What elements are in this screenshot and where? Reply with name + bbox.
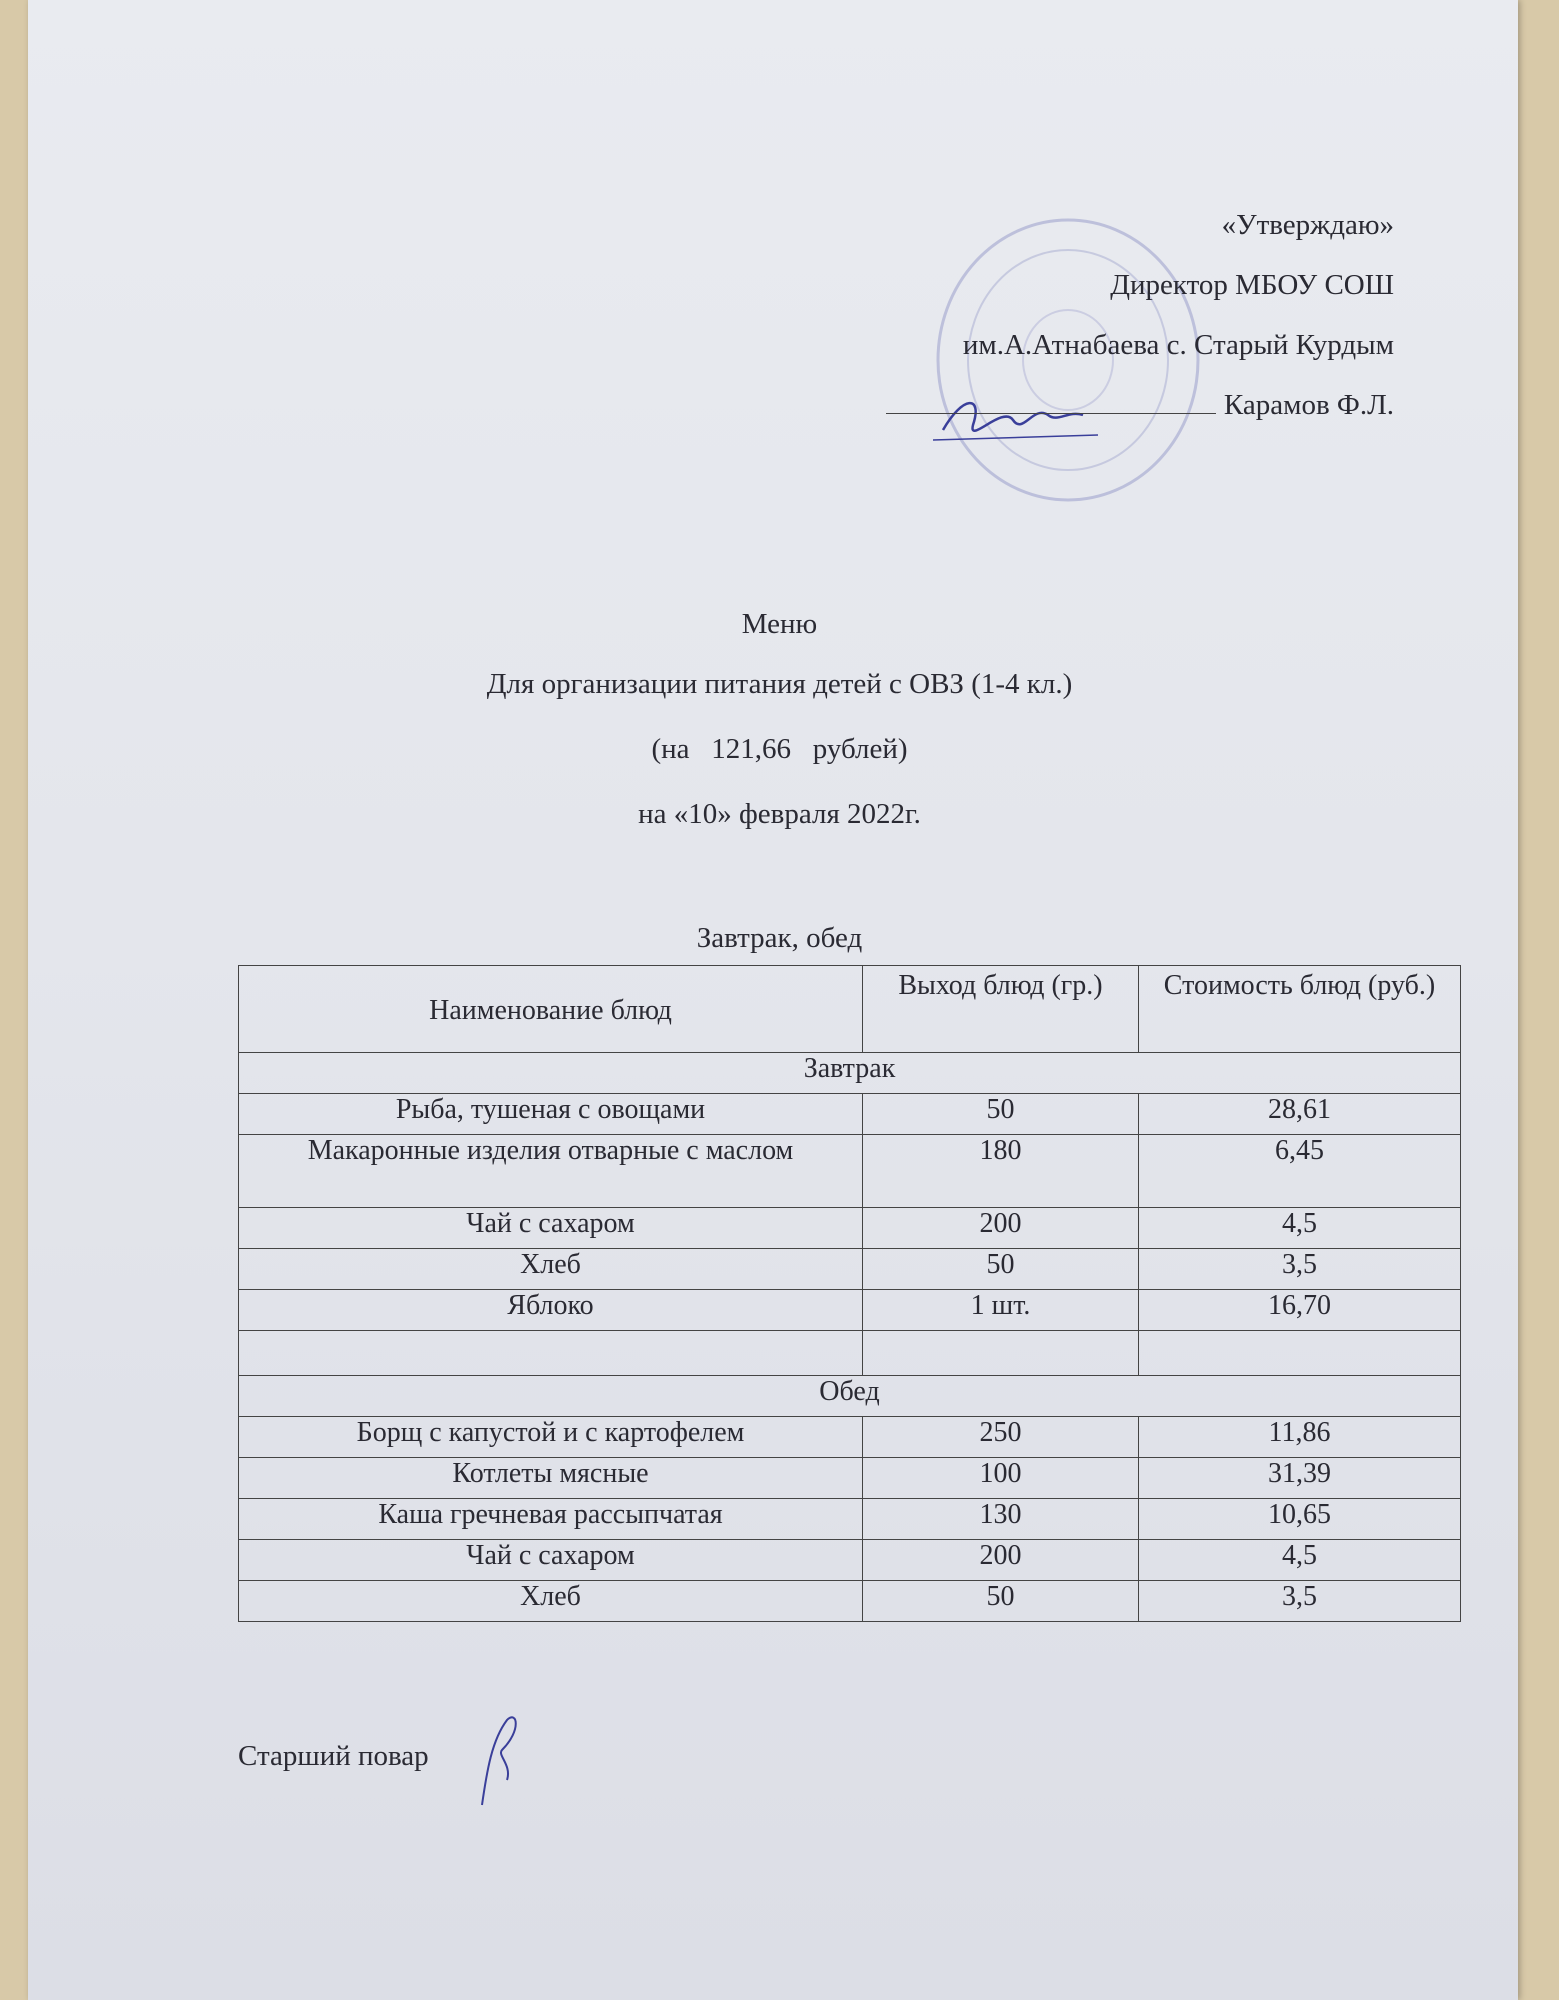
dish-cost: 11,86 [1139, 1417, 1461, 1458]
approval-signature-line [886, 375, 1394, 435]
table-row [239, 1499, 1461, 1540]
section-row-breakfast [239, 1053, 1461, 1094]
empty-cell [239, 1331, 863, 1376]
cook-signature [462, 1710, 532, 1810]
dish-weight: 200 [863, 1540, 1139, 1581]
dish-cost: 31,39 [1139, 1458, 1461, 1499]
empty-row [239, 1331, 1461, 1376]
dish-name: Рыба, тушеная с овощами [239, 1094, 863, 1135]
dish-weight: 50 [863, 1581, 1139, 1622]
dish-name: Борщ с капустой и с картофелем [239, 1417, 863, 1458]
table-row [239, 1540, 1461, 1581]
approval-title: «Утверждаю» [1221, 209, 1394, 241]
dish-weight: 130 [863, 1499, 1139, 1540]
dish-name: Яблоко [239, 1290, 863, 1331]
table-row [239, 1458, 1461, 1499]
dish-cost: 4,5 [1139, 1208, 1461, 1249]
approval-position: Директор МБОУ СОШ [1110, 269, 1394, 301]
cost-line: (на 121,66 рублей) [651, 733, 908, 765]
dish-weight: 1 шт. [863, 1290, 1139, 1331]
dish-name: Чай с сахаром [239, 1540, 863, 1581]
dish-cost: 28,61 [1139, 1094, 1461, 1135]
header-cost: Стоимость блюд (руб.) [1139, 966, 1461, 1053]
dish-cost: 3,5 [1139, 1249, 1461, 1290]
table-row [239, 1094, 1461, 1135]
dish-name: Котлеты мясные [239, 1458, 863, 1499]
dish-cost: 4,5 [1139, 1540, 1461, 1581]
approval-school: им.А.Атнабаева с. Старый Курдым [962, 329, 1394, 361]
dish-weight: 100 [863, 1458, 1139, 1499]
table-row [239, 1249, 1461, 1290]
dish-cost: 10,65 [1139, 1499, 1461, 1540]
section-row-lunch [239, 1376, 1461, 1417]
table-row [239, 1581, 1461, 1622]
dish-name: Чай с сахаром [239, 1208, 863, 1249]
date-line: на «10» февраля 2022г. [638, 798, 921, 830]
approval-director-name: Карамов Ф.Л. [1223, 389, 1394, 421]
dish-name: Каша гречневая рассыпчатая [239, 1499, 863, 1540]
table-header-row [239, 966, 1461, 1053]
dish-name: Хлеб [239, 1249, 863, 1290]
dish-weight: 250 [863, 1417, 1139, 1458]
dish-weight: 200 [863, 1208, 1139, 1249]
table-row [239, 1417, 1461, 1458]
dish-name: Макаронные изделия отварные с маслом [239, 1135, 863, 1208]
page-subtitle: Для организации питания детей с ОВЗ (1-4 кл.) [486, 668, 1073, 700]
dish-name: Хлеб [239, 1581, 863, 1622]
signature-underline [886, 383, 1216, 414]
dish-cost: 6,45 [1139, 1135, 1461, 1208]
dish-weight: 50 [863, 1094, 1139, 1135]
empty-cell [863, 1331, 1139, 1376]
header-dish: Наименование блюд [239, 966, 863, 1053]
dish-weight: 50 [863, 1249, 1139, 1290]
dish-cost: 16,70 [1139, 1290, 1461, 1331]
dish-weight: 180 [863, 1135, 1139, 1208]
cook-label: Старший повар [238, 1740, 429, 1772]
section-lunch: Обед [239, 1376, 1461, 1417]
page-title: Меню [741, 608, 818, 640]
empty-cell [1139, 1331, 1461, 1376]
dish-cost: 3,5 [1139, 1581, 1461, 1622]
table-row [239, 1208, 1461, 1249]
section-breakfast: Завтрак [239, 1053, 1461, 1094]
table-row [239, 1290, 1461, 1331]
menu-table [238, 965, 1461, 1622]
approval-block [886, 195, 1394, 435]
meals-line: Завтрак, обед [696, 922, 863, 954]
header-weight: Выход блюд (гр.) [863, 966, 1139, 1053]
table-row [239, 1135, 1461, 1208]
